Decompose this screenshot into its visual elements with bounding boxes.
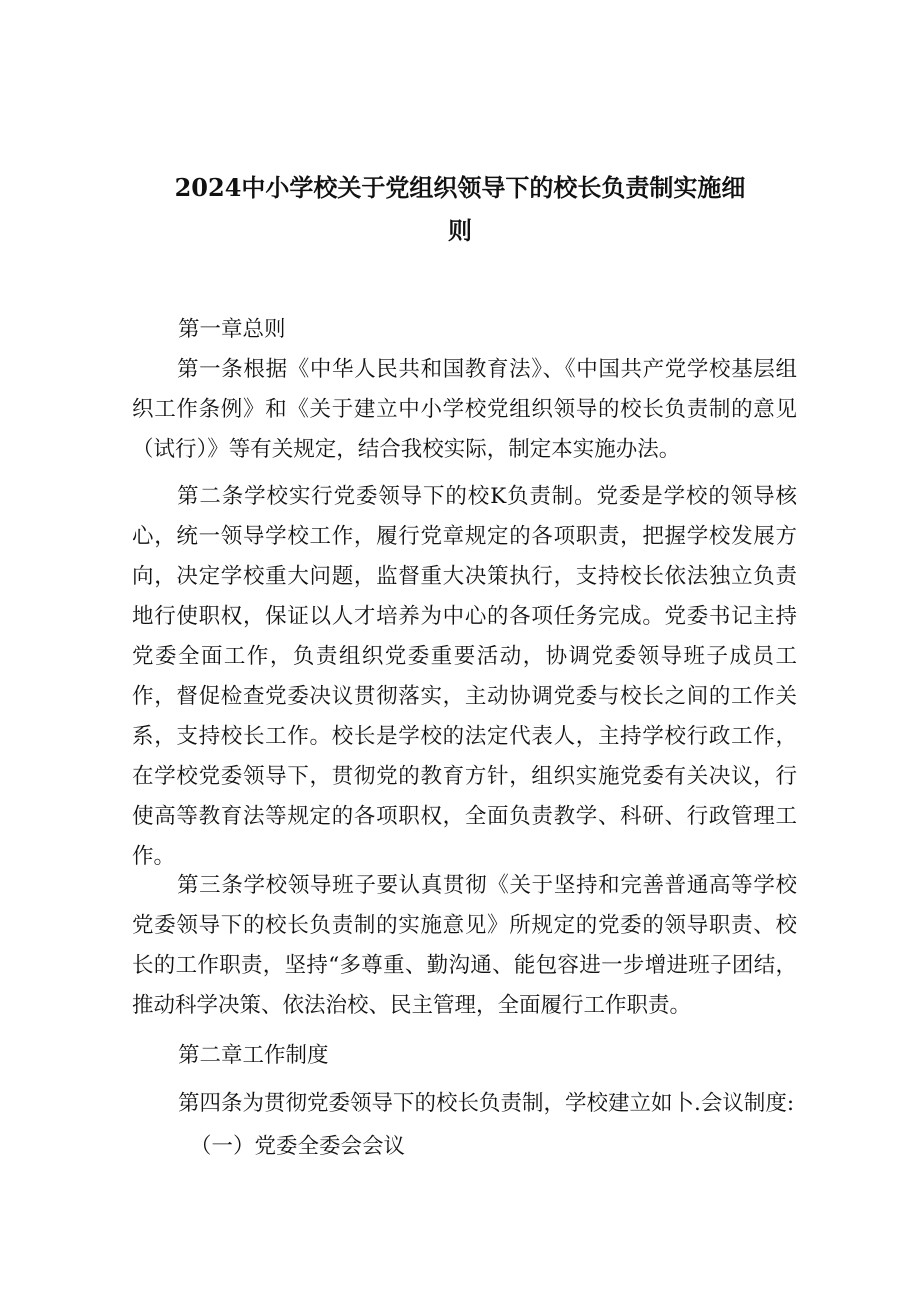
article-2 (132, 477, 797, 877)
document-title-line-2: 则 (448, 216, 472, 245)
article-1-text: 第一条根据《中华人民共和国教育法》、《中国共产党学校基层组织工作条例》和《关于建立中小学校党组织领导的校长负责制的意见（试行）》等有关规定，结合我校实际，制定本实施办法。 (132, 357, 797, 462)
article-3-text: 第三条学校领导班子要认真贯彻《关于坚持和完善普通高等学校党委领导下的校长负责制的实施意见》所规定的党委的领导职责、校长的工作职责，坚持“多尊重、勤沟通、能包容进一步增进班子团结，推动科学决策、依法治校、民主管理，全面履行工作职责。 (132, 873, 797, 1018)
article-2-text: 第二条学校实行党委领导下的校K负责制。党委是学校的领导核心，统一领导学校工作，履行党章规定的各项职责，把握学校发展方向，决定学校重大问题，监督重大决策执行，支持校长依法独立负责地行使职权，保证以人才培养为中心的各项任务完成。党委书记主持党委全面工作，负责组织党委重要活动，协调党委领导班子成员工作，督促检查党委决议贯彻落实，主动协调党委与校长之间的工作关系，支持校长工作。校长是学校的法定代表人，主持学校行政工作，在学校党委领导下，贯彻党的教育方针，组织实施党委有关决议，行使高等教育法等规定的各项职权，全面负责教学、科研、行政管理工作。 (132, 484, 797, 869)
article-4-text: 第四条为贯彻党委领导下的校长负责制，学校建立如卜.会议制度: (178, 1091, 795, 1116)
article-1 (132, 350, 797, 470)
chapter-1-heading: 第一章总则 (178, 317, 286, 342)
list-item-1: （一）党委全委会会议 (190, 1134, 406, 1159)
document-title-line-1: 2024中小学校关于党组织领导下的校长负责制实施细 (174, 173, 746, 202)
chapter-2-heading: 第二章工作制度 (178, 1043, 329, 1068)
article-3 (132, 866, 797, 1026)
